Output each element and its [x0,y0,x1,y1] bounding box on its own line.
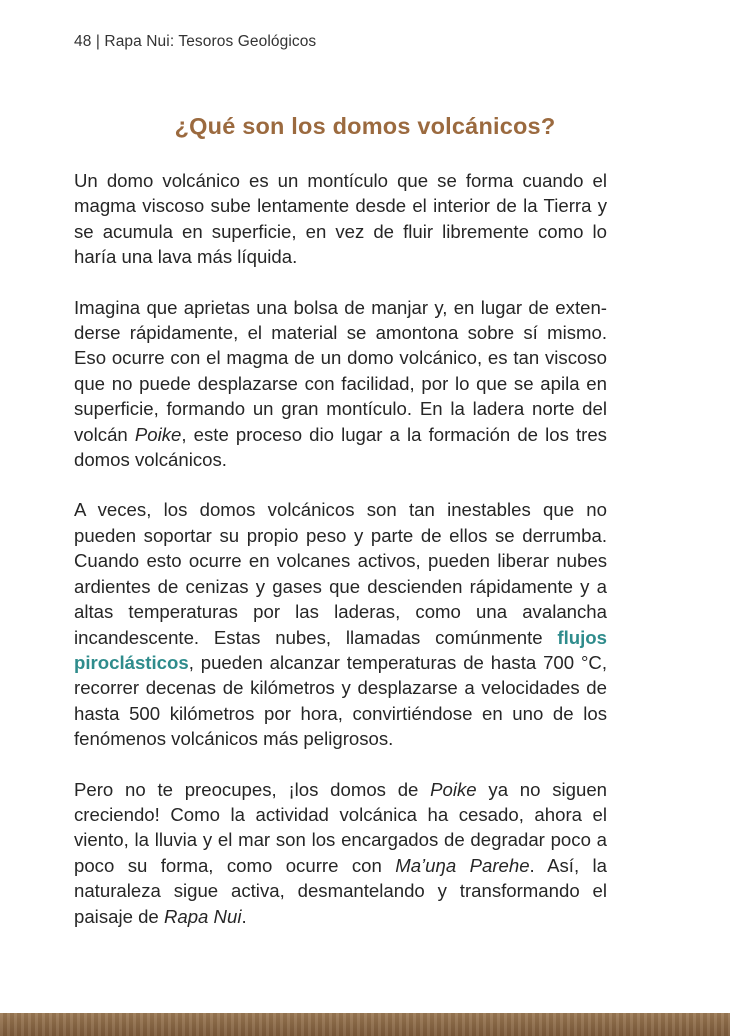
page-number: 48 [74,33,92,50]
paragraph-3-text-b: , pueden alcanzar temperaturas de hasta 700 °C, recorrer decenas de kilómetros y desplazarse a velocidades de hasta 500 kilómetros por hora, convirtiéndose en uno de los fenómenos volcánicos más peligrosos. [74,651,607,750]
paragraph-4-text-c: . Así, la naturaleza sigue activa, desmantelando y transformando el paisaje de [74,854,607,927]
paragraph-1: Un domo volcánico es un montículo que se forma cuando el magma viscoso sube lentamente desde el interior de la Tierra y se acumula en superficie, en vez de fluir libremente como lo haría una lava más líquida. [74,170,607,268]
highlight-term: flujos piroclásticos [74,626,607,673]
paragraph-4-text-d: . [241,905,247,927]
section-title: ¿Qué son los domos volcánicos? [174,113,556,139]
paragraph-2-text-a: Imagina que aprietas una bolsa de manjar y, en lugar de extenderse rápidamente, el material se amontona sobre sí mismo. Eso ocurre con el magma de un domo volcánico, es tan viscoso que no puede desplazarse con facilidad, por lo que se apila en superficie, formando un gran montículo. En la ladera norte del volcán [74,296,607,445]
header-separator: | [91,33,105,50]
paragraph-2 [74,295,607,473]
body-text [74,168,607,954]
book-title: Rapa Nui: Tesoros Geológicos [104,33,317,50]
paragraph-4-italic-2: Ma’uŋa Parehe [395,854,530,876]
paragraph-3 [74,497,607,751]
paragraph-2-italic: Poike [134,423,182,445]
footer-band [0,1013,730,1036]
paragraph-4 [74,777,607,929]
paragraph-4-italic-3: Rapa Nui [163,905,242,927]
paragraph-4-text-a: Pero no te preocupes, ¡los domos de [74,778,431,800]
paragraph-4-italic-1: Poike [430,778,477,800]
running-header [74,33,316,51]
paragraph-3-text-a: A veces, los domos volcánicos son tan inestables que no pueden soportar su propio peso y parte de ellos se derrumba. Cuando esto ocurre en volcanes activos, pueden liberar nubes ardientes de cenizas y gases que descienden rápidamente y a altas temperaturas por las laderas, como una avalancha incandescente. Estas nubes, llamadas comúnmente [74,499,607,648]
paragraph-4-text-b: ya no siguen creciendo! Como la actividad volcánica ha cesado, ahora el viento, la lluvia y el mar son los encargados de degradar poco a poco su forma, como ocurre con [74,778,608,876]
paragraph-2-text-b: , este proceso dio lugar a la formación de los tres domos volcánicos. [74,423,607,471]
